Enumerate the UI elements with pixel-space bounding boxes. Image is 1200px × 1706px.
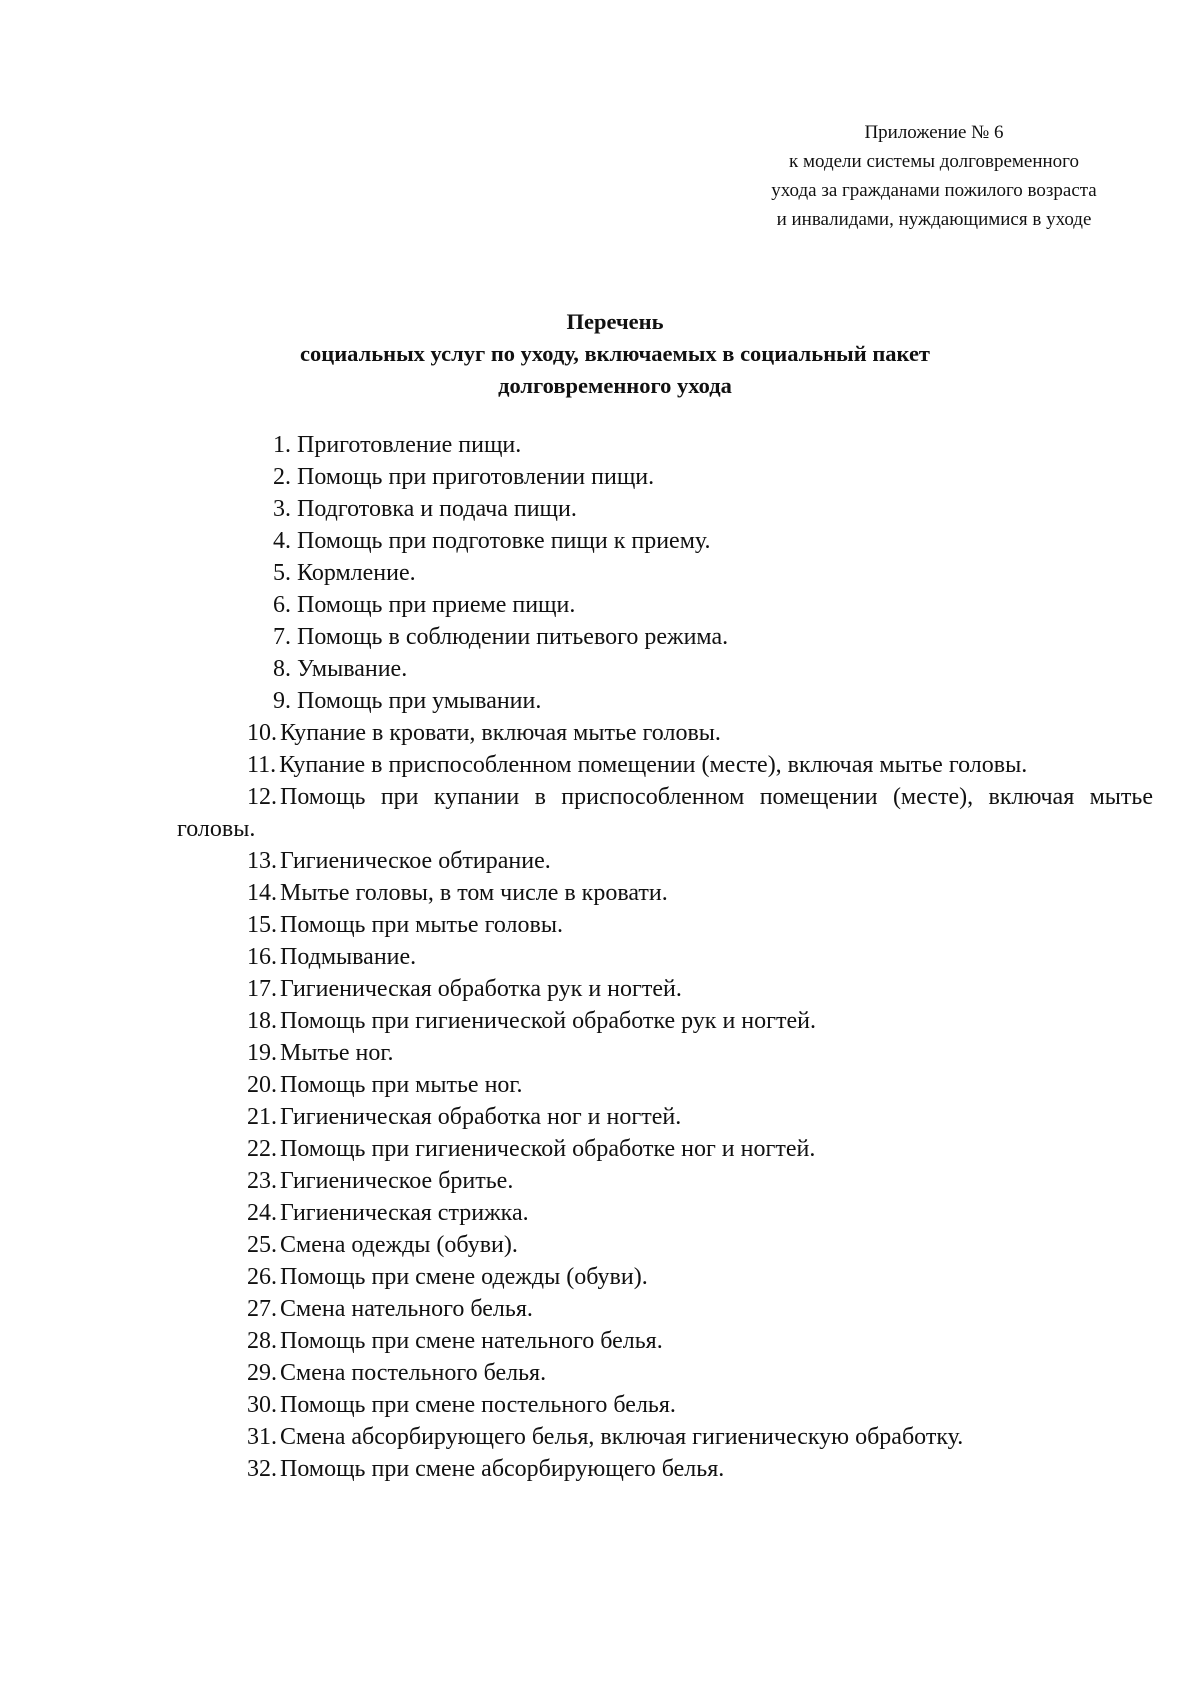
list-item-text: Помощь при смене одежды (обуви).	[280, 1264, 648, 1290]
list-item	[177, 749, 1153, 781]
list-item-number: 16.	[247, 944, 277, 970]
list-item-text: Помощь в соблюдении питьевого режима.	[297, 624, 729, 650]
list-item-text: Смена абсорбирующего белья, включая гигиеническую обработку.	[280, 1424, 964, 1450]
list-item	[177, 1133, 1153, 1165]
list-item-number: 17.	[247, 976, 277, 1002]
list-item-number: 11.	[247, 752, 277, 778]
list-item	[177, 493, 1153, 525]
list-item-number: 28.	[247, 1328, 277, 1354]
list-item	[177, 621, 1153, 653]
list-item-number: 22.	[247, 1136, 277, 1162]
list-item-text: Помощь при смене нательного белья.	[280, 1328, 663, 1354]
list-item	[177, 557, 1153, 589]
list-item-number: 2.	[273, 464, 291, 490]
list-item-number: 27.	[247, 1296, 277, 1322]
list-item-number: 14.	[247, 880, 277, 906]
list-item-text: Гигиеническая стрижка.	[280, 1200, 529, 1226]
list-item-text: Помощь при гигиенической обработке рук и ногтей.	[280, 1008, 816, 1034]
list-item-number: 15.	[247, 912, 277, 938]
list-item-number: 4.	[273, 528, 291, 554]
list-item	[177, 877, 1153, 909]
list-item-number: 32.	[247, 1456, 277, 1482]
appendix-header	[714, 118, 1154, 234]
list-item-text: Кормление.	[297, 560, 416, 586]
list-item-text: Гигиеническое обтирание.	[280, 848, 551, 874]
list-item-text: Помощь при купании в приспособленном помещении (месте), включая мытье головы.	[177, 784, 1153, 842]
list-item	[177, 1453, 1153, 1485]
list-item-text: Купание в кровати, включая мытье головы.	[280, 720, 721, 746]
list-item	[177, 1325, 1153, 1357]
list-item	[177, 653, 1153, 685]
list-item	[177, 1229, 1153, 1261]
list-item	[177, 1165, 1153, 1197]
list-item-text: Купание в приспособленном помещении (месте), включая мытье головы.	[279, 752, 1028, 778]
list-item-text: Помощь при приеме пищи.	[297, 592, 576, 618]
list-item	[177, 1357, 1153, 1389]
list-item-number: 18.	[247, 1008, 277, 1034]
list-item	[177, 1261, 1153, 1293]
list-item-text: Помощь при смене постельного белья.	[280, 1392, 676, 1418]
services-list	[177, 429, 1153, 1485]
list-item-text: Гигиеническая обработка ног и ногтей.	[280, 1104, 682, 1130]
list-item	[177, 1069, 1153, 1101]
list-item-number: 8.	[273, 656, 291, 682]
list-item-text: Помощь при приготовлении пищи.	[297, 464, 655, 490]
list-item	[177, 1389, 1153, 1421]
list-item-number: 31.	[247, 1424, 277, 1450]
list-item-text: Гигиеническая обработка рук и ногтей.	[280, 976, 682, 1002]
list-item-text: Мытье головы, в том числе в кровати.	[280, 880, 668, 906]
list-item-number: 7.	[273, 624, 291, 650]
list-item	[177, 1037, 1153, 1069]
list-item-number: 19.	[247, 1040, 277, 1066]
list-item-number: 9.	[273, 688, 291, 714]
list-item-number: 21.	[247, 1104, 277, 1130]
list-item-text: Подготовка и подача пищи.	[297, 496, 577, 522]
appendix-line: ухода за гражданами пожилого возраста	[771, 180, 1097, 201]
list-item-text: Смена нательного белья.	[280, 1296, 533, 1322]
list-item-text: Смена одежды (обуви).	[280, 1232, 518, 1258]
list-item-text: Приготовление пищи.	[297, 432, 522, 458]
document-title	[180, 306, 1050, 402]
list-item-number: 6.	[273, 592, 291, 618]
list-item	[177, 461, 1153, 493]
list-item-number: 29.	[247, 1360, 277, 1386]
list-item	[177, 1293, 1153, 1325]
list-item	[177, 1197, 1153, 1229]
list-item-text: Умывание.	[297, 656, 408, 682]
list-item	[177, 525, 1153, 557]
list-item-text: Помощь при смене абсорбирующего белья.	[280, 1456, 725, 1482]
list-item-text: Помощь при мытье головы.	[280, 912, 563, 938]
list-item	[177, 1101, 1153, 1133]
list-item-number: 24.	[247, 1200, 277, 1226]
list-item-number: 12.	[247, 784, 277, 810]
list-item-number: 26.	[247, 1264, 277, 1290]
list-item-text: Помощь при мытье ног.	[280, 1072, 523, 1098]
appendix-line: и инвалидами, нуждающимися в уходе	[776, 209, 1092, 230]
title-line: социальных услуг по уходу, включаемых в социальный пакет	[300, 341, 930, 366]
list-item	[177, 909, 1153, 941]
list-item-number: 20.	[247, 1072, 277, 1098]
list-item-text: Гигиеническое бритье.	[280, 1168, 514, 1194]
list-item	[177, 1005, 1153, 1037]
list-item-number: 13.	[247, 848, 277, 874]
appendix-line: Приложение № 6	[864, 122, 1004, 143]
list-item-text: Помощь при гигиенической обработке ног и ногтей.	[280, 1136, 816, 1162]
list-item	[177, 429, 1153, 461]
list-item-number: 30.	[247, 1392, 277, 1418]
list-item-number: 25.	[247, 1232, 277, 1258]
list-item	[177, 685, 1153, 717]
list-item	[177, 717, 1153, 749]
list-item-number: 23.	[247, 1168, 277, 1194]
list-item-number: 5.	[273, 560, 291, 586]
list-item	[177, 973, 1153, 1005]
appendix-line: к модели системы долговременного	[788, 151, 1079, 172]
list-item	[177, 781, 1153, 845]
title-line: долговременного ухода	[498, 373, 732, 398]
list-item	[177, 941, 1153, 973]
list-item-text: Помощь при умывании.	[297, 688, 542, 714]
list-item-number: 3.	[273, 496, 291, 522]
list-item	[177, 845, 1153, 877]
list-item-text: Подмывание.	[280, 944, 417, 970]
list-item-text: Помощь при подготовке пищи к приему.	[297, 528, 711, 554]
list-item-number: 10.	[247, 720, 277, 746]
list-item-number: 1.	[273, 432, 291, 458]
list-item	[177, 589, 1153, 621]
title-line: Перечень	[566, 309, 664, 334]
list-item-text: Смена постельного белья.	[280, 1360, 547, 1386]
list-item	[177, 1421, 1153, 1453]
list-item-text: Мытье ног.	[280, 1040, 394, 1066]
